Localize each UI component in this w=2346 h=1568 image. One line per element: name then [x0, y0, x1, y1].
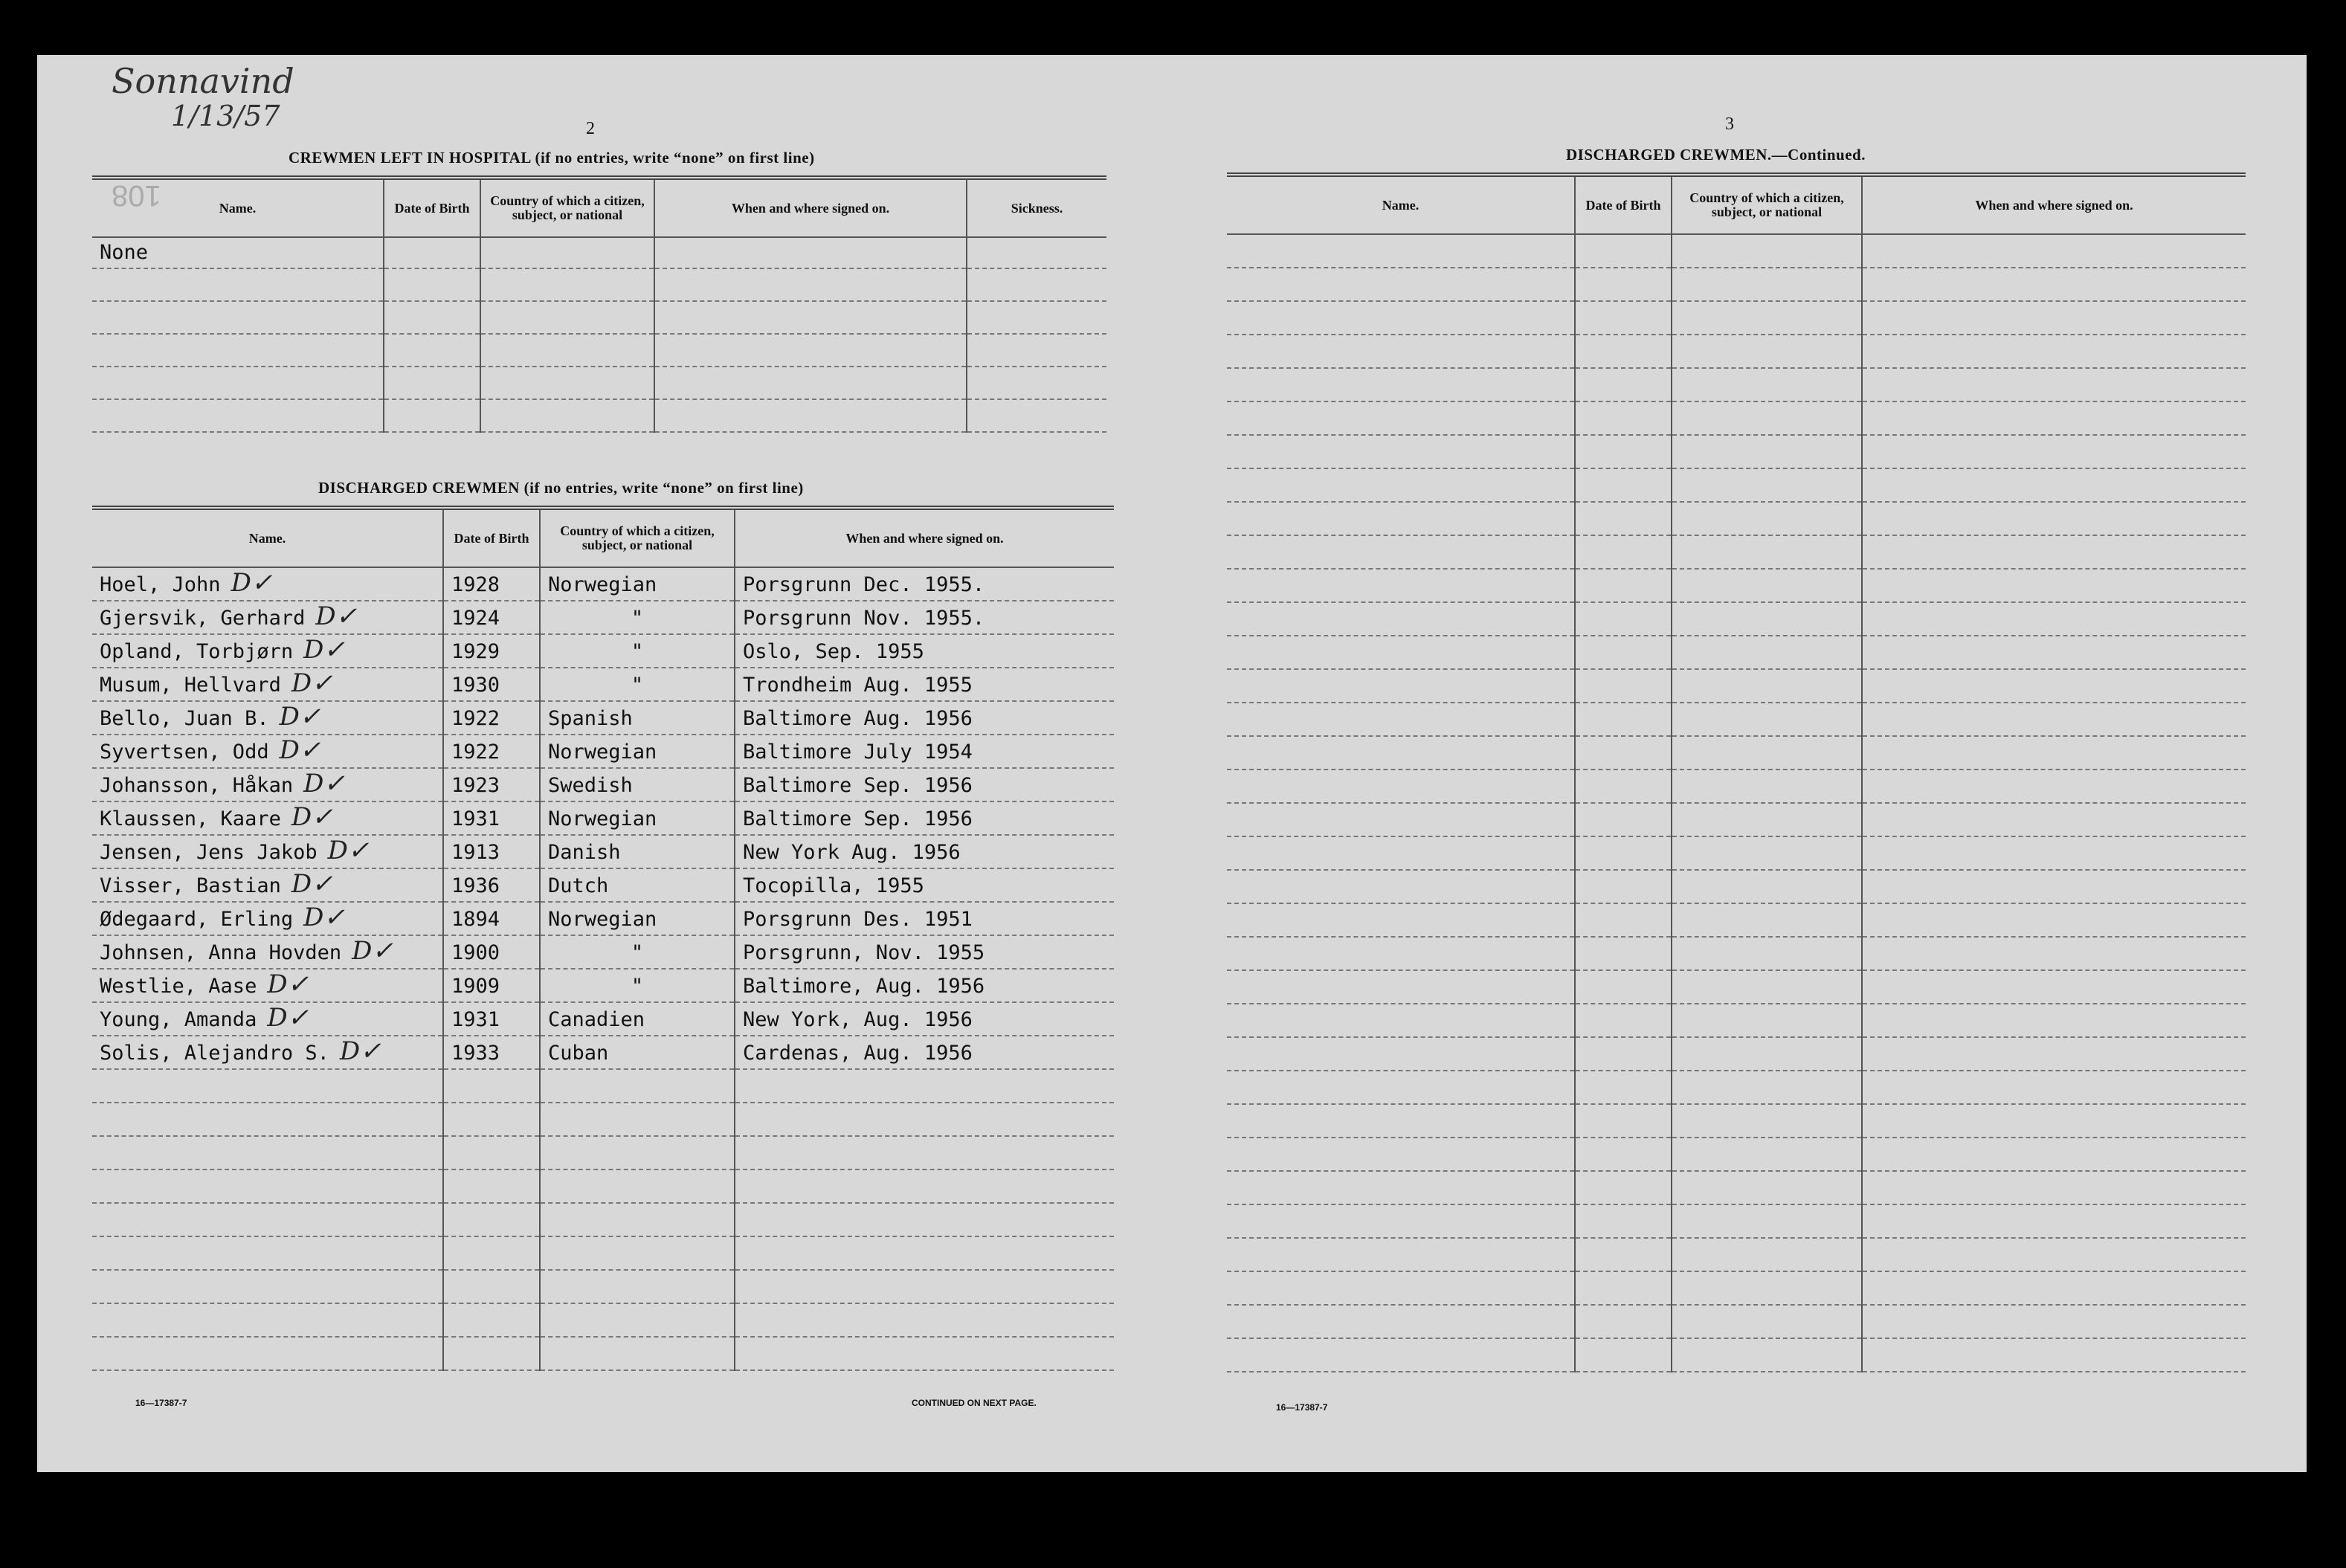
empty-row [1227, 368, 2246, 401]
crew-country: " [540, 668, 735, 701]
discharge-mark: D✓ [327, 836, 370, 865]
discharge-mark: D✓ [315, 601, 358, 631]
col-name: Name. [1227, 175, 1575, 234]
continued-section-title: DISCHARGED CREWMEN.—Continued. [1566, 146, 1866, 164]
table-row [92, 634, 1114, 668]
empty-row [1227, 502, 2246, 535]
crew-name-cell [92, 601, 443, 634]
empty-row [1227, 1171, 2246, 1204]
crew-country: Norwegian [540, 902, 735, 935]
discharge-mark: D✓ [267, 969, 309, 999]
empty-row [1227, 435, 2246, 468]
empty-row [92, 1103, 1114, 1136]
empty-row [1227, 1138, 2246, 1171]
crew-birth: 1894 [443, 902, 540, 935]
crew-country: " [540, 601, 735, 634]
crew-name-cell [92, 935, 443, 969]
crew-name: Westlie, Aase [100, 975, 257, 998]
empty-row [92, 1069, 1114, 1103]
crew-signed-on: New York, Aug. 1956 [735, 1002, 1114, 1036]
table-row [92, 668, 1114, 701]
crew-name: Syvertsen, Odd [100, 741, 269, 764]
crew-signed-on: Porsgrunn, Nov. 1955 [735, 935, 1114, 969]
date-annotation: 1/13/57 [171, 100, 280, 132]
discharge-mark: D✓ [279, 702, 321, 732]
crew-name: Young, Amanda [100, 1008, 257, 1031]
crew-name: Jensen, Jens Jakob [100, 841, 318, 864]
empty-row [1227, 937, 2246, 970]
empty-row [92, 334, 1106, 367]
crew-signed-on: Baltimore Aug. 1956 [735, 701, 1114, 735]
empty-row [1227, 1204, 2246, 1238]
crew-name: Musum, Hellvard [100, 674, 281, 697]
empty-row [92, 1203, 1114, 1236]
crew-name: Johansson, Håkan [100, 774, 294, 797]
hospital-first-entry: None [92, 237, 384, 268]
empty-row [92, 367, 1106, 399]
empty-row [1227, 669, 2246, 703]
crew-country: Danish [540, 835, 735, 868]
crew-name: Ødegaard, Erling [100, 908, 294, 931]
crew-signed-on: Baltimore July 1954 [735, 735, 1114, 768]
crew-country: Dutch [540, 868, 735, 902]
page-number-left: 2 [586, 119, 595, 138]
crew-birth: 1923 [443, 768, 540, 801]
crew-name-cell [92, 634, 443, 668]
table-row [92, 868, 1114, 902]
empty-row [1227, 1071, 2246, 1104]
discharge-mark: D✓ [231, 568, 273, 598]
crew-birth: 1900 [443, 935, 540, 969]
crew-name: Solis, Alejandro S. [100, 1042, 329, 1065]
crew-birth: 1922 [443, 701, 540, 735]
crew-name: Visser, Bastian [100, 874, 281, 897]
crew-country: Norwegian [540, 801, 735, 835]
crew-country: Cuban [540, 1036, 735, 1069]
crew-signed-on: Porsgrunn Dec. 1955. [735, 567, 1114, 601]
crew-birth: 1929 [443, 634, 540, 668]
empty-row [92, 1169, 1114, 1203]
crew-name-cell [92, 902, 443, 935]
empty-row [92, 1303, 1114, 1337]
empty-row [1227, 1305, 2246, 1338]
empty-row [92, 1136, 1114, 1169]
crew-signed-on: Cardenas, Aug. 1956 [735, 1036, 1114, 1069]
table-row [92, 1002, 1114, 1036]
discharged-section-title: DISCHARGED CREWMEN (if no entries, write “none” on first line) [318, 479, 804, 497]
empty-row [92, 301, 1106, 334]
empty-row [1227, 268, 2246, 301]
empty-row [1227, 1037, 2246, 1071]
stamp-number: 108 [112, 179, 161, 212]
form-number-right: 16—17387-7 [1276, 1402, 1328, 1413]
crew-birth: 1922 [443, 735, 540, 768]
crew-name-cell [92, 701, 443, 735]
crew-name-cell [92, 567, 443, 601]
empty-row [1227, 1271, 2246, 1305]
crew-name-cell [92, 768, 443, 801]
col-country: Country of which a citizen, subject, or national [480, 178, 654, 237]
crew-birth: 1930 [443, 668, 540, 701]
empty-row [1227, 1004, 2246, 1037]
empty-row [1227, 602, 2246, 636]
discharge-mark: D✓ [303, 635, 345, 665]
continued-discharged-table [1227, 172, 2246, 1372]
crew-country: Swedish [540, 768, 735, 801]
crew-birth: 1924 [443, 601, 540, 634]
discharge-mark: D✓ [279, 735, 321, 765]
col-country: Country of which a citizen, subject, or national [540, 508, 735, 567]
crew-birth: 1909 [443, 969, 540, 1002]
discharge-mark: D✓ [303, 903, 345, 932]
empty-row [1227, 234, 2246, 268]
discharge-mark: D✓ [291, 802, 333, 832]
crew-name: Bello, Juan B. [100, 707, 269, 730]
col-birth: Date of Birth [384, 178, 480, 237]
crew-country: Norwegian [540, 735, 735, 768]
crew-name: Klaussen, Kaare [100, 807, 281, 830]
crew-name: Opland, Torbjørn [100, 640, 294, 663]
empty-row [1227, 736, 2246, 770]
crew-signed-on: Baltimore Sep. 1956 [735, 768, 1114, 801]
crew-name-cell [92, 801, 443, 835]
crew-country: Canadien [540, 1002, 735, 1036]
continued-note: CONTINUED ON NEXT PAGE. [912, 1398, 1037, 1408]
crew-birth: 1931 [443, 801, 540, 835]
empty-row [92, 1270, 1114, 1303]
empty-row [1227, 1104, 2246, 1138]
col-birth: Date of Birth [443, 508, 540, 567]
crew-name-cell [92, 868, 443, 902]
table-row [92, 735, 1114, 768]
crew-signed-on: Oslo, Sep. 1955 [735, 634, 1114, 668]
hospital-table [92, 175, 1106, 433]
crew-birth: 1928 [443, 567, 540, 601]
table-row [92, 601, 1114, 634]
crew-name: Gjersvik, Gerhard [100, 607, 306, 630]
table-row [92, 969, 1114, 1002]
crew-name-cell [92, 668, 443, 701]
col-name: Name. [92, 178, 384, 237]
discharge-mark: D✓ [303, 769, 345, 798]
page-number-right: 3 [1725, 114, 1734, 134]
empty-row [92, 399, 1106, 432]
empty-row [1227, 1238, 2246, 1271]
table-row [92, 567, 1114, 601]
table-row [92, 801, 1114, 835]
discharge-mark: D✓ [291, 869, 333, 899]
discharge-mark: D✓ [267, 1003, 309, 1033]
crew-signed-on: Porsgrunn Des. 1951 [735, 902, 1114, 935]
empty-row [1227, 870, 2246, 903]
right-page [1175, 55, 2307, 1472]
crew-country: Norwegian [540, 567, 735, 601]
table-row [92, 902, 1114, 935]
col-name: Name. [92, 508, 443, 567]
crew-signed-on: Trondheim Aug. 1955 [735, 668, 1114, 701]
empty-row [92, 268, 1106, 301]
form-number-left: 16—17387-7 [135, 1398, 187, 1408]
crew-country: " [540, 935, 735, 969]
table-row [92, 768, 1114, 801]
crew-name-cell [92, 835, 443, 868]
col-signed: When and where signed on. [735, 508, 1114, 567]
col-country: Country of which a citizen, subject, or national [1672, 175, 1862, 234]
crew-birth: 1933 [443, 1036, 540, 1069]
empty-row [1227, 836, 2246, 870]
empty-row [92, 1337, 1114, 1370]
table-row [92, 701, 1114, 735]
empty-row [1227, 970, 2246, 1004]
crew-birth: 1936 [443, 868, 540, 902]
crew-signed-on: Tocopilla, 1955 [735, 868, 1114, 902]
col-signed: When and where signed on. [654, 178, 967, 237]
table-row [92, 237, 1106, 268]
empty-row [92, 1236, 1114, 1270]
col-sickness: Sickness. [967, 178, 1106, 237]
crew-name-cell [92, 1002, 443, 1036]
table-row [92, 1036, 1114, 1069]
empty-row [1227, 1338, 2246, 1372]
col-signed: When and where signed on. [1862, 175, 2246, 234]
empty-row [1227, 468, 2246, 502]
empty-row [1227, 401, 2246, 435]
crew-birth: 1931 [443, 1002, 540, 1036]
empty-row [1227, 636, 2246, 669]
crew-name-cell [92, 1036, 443, 1069]
discharge-mark: D✓ [352, 936, 393, 966]
empty-row [1227, 903, 2246, 937]
vessel-annotation: Sonnavind [112, 61, 294, 101]
crew-name: Hoel, John [100, 573, 221, 596]
crew-name-cell [92, 969, 443, 1002]
crew-name: Johnsen, Anna Hovden [100, 941, 342, 964]
table-row [92, 835, 1114, 868]
crew-signed-on: Baltimore Sep. 1956 [735, 801, 1114, 835]
empty-row [1227, 301, 2246, 335]
empty-row [1227, 335, 2246, 368]
empty-row [1227, 803, 2246, 836]
table-row [92, 935, 1114, 969]
discharged-table [92, 506, 1114, 1371]
crew-signed-on: Porsgrunn Nov. 1955. [735, 601, 1114, 634]
discharge-mark: D✓ [291, 668, 333, 698]
crew-signed-on: Baltimore, Aug. 1956 [735, 969, 1114, 1002]
empty-row [1227, 535, 2246, 569]
discharge-mark: D✓ [339, 1036, 381, 1066]
crew-country: Spanish [540, 701, 735, 735]
crew-birth: 1913 [443, 835, 540, 868]
crew-name-cell [92, 735, 443, 768]
crew-signed-on: New York Aug. 1956 [735, 835, 1114, 868]
empty-row [1227, 703, 2246, 736]
empty-row [1227, 770, 2246, 803]
col-birth: Date of Birth [1575, 175, 1672, 234]
left-page [37, 55, 1182, 1472]
crew-country: " [540, 969, 735, 1002]
empty-row [1227, 569, 2246, 602]
crew-country: " [540, 634, 735, 668]
hospital-section-title: CREWMEN LEFT IN HOSPITAL (if no entries, write “none” on first line) [289, 149, 815, 167]
